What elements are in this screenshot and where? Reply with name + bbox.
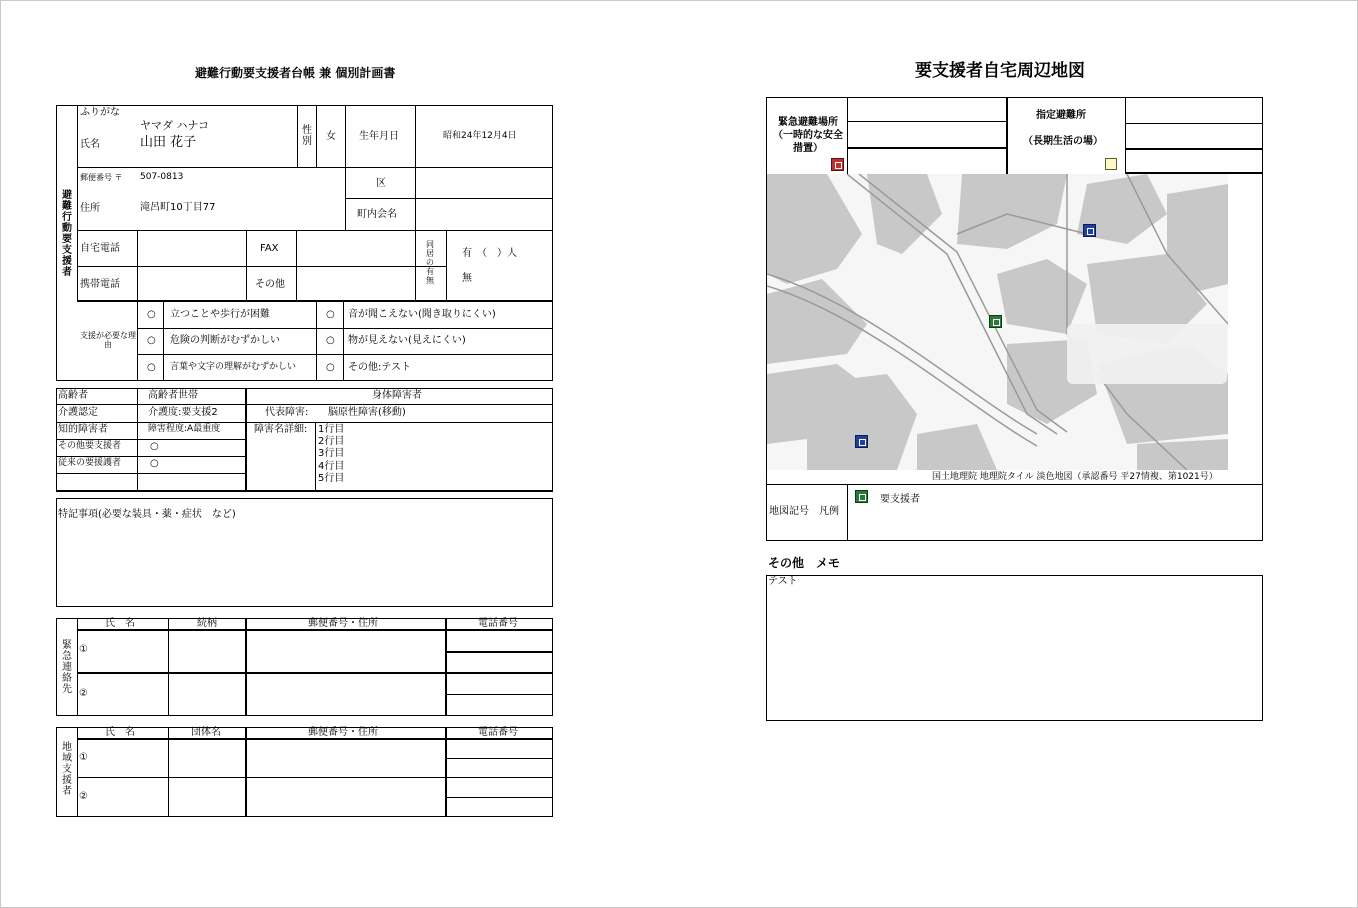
- memo-label: その他 メモ: [768, 556, 841, 570]
- reason-text: 危険の判断がむずかしい: [170, 335, 280, 346]
- emergency-contacts-table: [56, 618, 553, 716]
- reason-mark: ○: [147, 309, 156, 320]
- home-phone-label: 自宅電話: [80, 243, 120, 254]
- emergency-header-name: 氏 名: [105, 618, 135, 629]
- intellectual-label: 知的障害者: [58, 424, 108, 435]
- disability-header: 身体障害者: [372, 390, 422, 401]
- postal-label: 郵便番号 〒: [80, 173, 123, 182]
- disability-detail-label: 障害名詳細:: [254, 424, 308, 435]
- emergency-header-address: 郵便番号・住所: [308, 618, 378, 629]
- community-header-phone: 電話番号: [478, 727, 518, 738]
- rep-disability-label: 代表障害:: [265, 407, 309, 418]
- sex-label: 性別: [302, 125, 312, 147]
- furigana-label: ふりがな: [80, 107, 120, 118]
- other-support-label: その他要支援者: [58, 441, 122, 451]
- facility-marker: [1083, 224, 1096, 237]
- reason-mark: ○: [326, 309, 335, 320]
- rep-disability-value: 脳原性障害(移動): [328, 407, 406, 418]
- name-label: 氏名: [80, 139, 100, 150]
- map-page-title: 要支援者自宅周辺地図: [915, 61, 1085, 81]
- facility-marker: [855, 435, 868, 448]
- map-graphic: [767, 174, 1263, 485]
- community-label: 地域支援者: [62, 742, 72, 797]
- mobile-label: 携帯電話: [80, 279, 120, 290]
- birth-value: 昭和24年12月4日: [443, 131, 517, 141]
- community-header-name: 氏 名: [105, 727, 135, 738]
- emergency-place-icon: [831, 158, 844, 171]
- reason-mark: ○: [147, 335, 156, 346]
- other-support-mark: ○: [150, 441, 159, 452]
- legend-label: 地図記号 凡例: [769, 506, 839, 517]
- furigana-value: ヤマダ ハナコ: [140, 119, 210, 132]
- ledger-title: 避難行動要支援者台帳 兼 個別計画書: [195, 66, 396, 80]
- reason-text: その他:テスト: [348, 362, 411, 373]
- legend-supporter-text: 要支援者: [880, 494, 920, 505]
- cohabit-yes: 有 （ ）人: [462, 248, 517, 259]
- emergency-header-phone: 電話番号: [478, 618, 518, 629]
- section-label: 避難行動要支援者: [62, 190, 72, 278]
- town-label: 町内会名: [357, 209, 397, 220]
- elderly-label: 高齢者: [58, 390, 88, 401]
- reason-mark: ○: [326, 362, 335, 373]
- former-support-mark: ○: [150, 458, 159, 469]
- reason-text: 言葉や文字の理解がむずかしい: [170, 362, 297, 372]
- reason-text: 物が見えない(見えにくい): [348, 335, 466, 346]
- disability-detail-lines: 1行目 2行目 3行目 4行目 5行目: [318, 424, 345, 484]
- map-credit: 国土地理院 地理院タイル 淡色地図（承認番号 平27情複、第1021号）: [932, 472, 1218, 482]
- emergency-row-2: ②: [79, 688, 88, 699]
- postal-value: 507-0813: [140, 172, 184, 182]
- address-label: 住所: [80, 203, 100, 214]
- elderly-value: 高齢者世帯: [148, 390, 198, 401]
- supporter-home-marker: [989, 315, 1002, 328]
- birth-label: 生年月日: [359, 131, 399, 142]
- community-row-2: ②: [79, 791, 88, 802]
- legend-supporter-icon: [855, 490, 868, 503]
- address-value: 滝呂町10丁目77: [140, 202, 216, 213]
- community-supporters-table: [56, 727, 553, 817]
- neighborhood-map[interactable]: [766, 174, 1263, 485]
- cohabit-no: 無: [462, 273, 472, 284]
- sex-value: 女: [326, 131, 336, 142]
- community-row-1: ①: [79, 752, 88, 763]
- notes-label: 特記事項(必要な装具・薬・症状 など): [58, 509, 236, 520]
- reason-text: 立つことや歩行が困難: [170, 309, 270, 320]
- emergency-row-1: ①: [79, 644, 88, 655]
- designated-shelter-label: 指定避難所: [1036, 110, 1086, 121]
- fax-label: FAX: [260, 243, 279, 254]
- former-support-label: 従来の要援護者: [58, 458, 122, 468]
- emergency-place-label: 緊急避難場所（一時的な安全措置）: [773, 117, 843, 154]
- intellectual-value: 障害程度:A最重度: [148, 424, 221, 434]
- reason-mark: ○: [147, 362, 156, 373]
- memo-box[interactable]: [766, 575, 1263, 721]
- cohabit-label: 同居の有無: [426, 240, 434, 285]
- support-reason-label: 支援が必要な理由: [80, 331, 136, 350]
- care-value: 介護度:要支援2: [148, 407, 218, 418]
- memo-text: テスト: [768, 576, 798, 587]
- care-label: 介護認定: [58, 407, 98, 418]
- emergency-header-relation: 続柄: [197, 618, 217, 629]
- reason-mark: ○: [326, 335, 335, 346]
- other-phone-label: その他: [255, 279, 285, 290]
- reason-text: 音が聞こえない(聞き取りにくい): [348, 309, 496, 320]
- community-header-group: 団体名: [191, 727, 221, 738]
- emergency-label: 緊急連絡先: [62, 640, 72, 695]
- community-header-address: 郵便番号・住所: [308, 727, 378, 738]
- designated-shelter-sub: （長期生活の場）: [1023, 136, 1103, 147]
- designated-shelter-icon: [1105, 158, 1117, 170]
- name-value: 山田 花子: [140, 135, 197, 150]
- map-legend: [766, 484, 1263, 541]
- ward-label: 区: [376, 178, 386, 189]
